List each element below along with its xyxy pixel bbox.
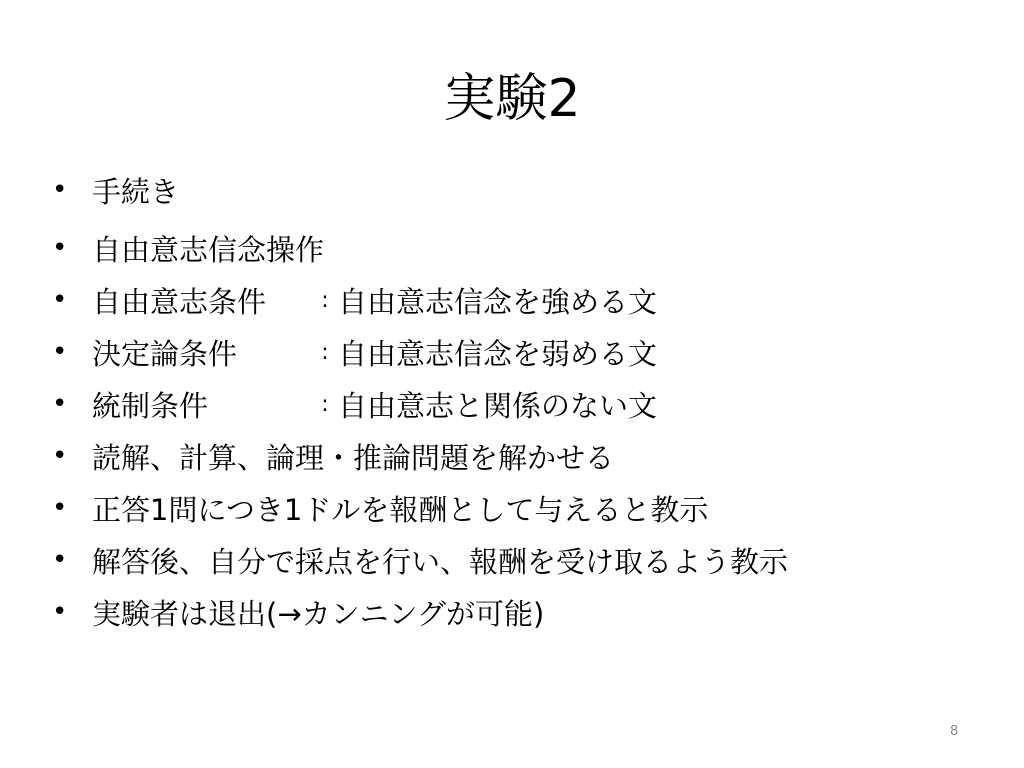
bullet-icon: • xyxy=(52,441,68,471)
bullet-icon: • xyxy=(52,597,68,627)
bullet-list xyxy=(52,164,788,638)
bullet-text: 正答1問につき1ドルを報酬として与えると教示 xyxy=(92,492,709,527)
bullet-item xyxy=(52,482,788,534)
bullet-item xyxy=(52,326,788,378)
bullet-icon: • xyxy=(52,175,68,205)
bullet-item xyxy=(52,164,788,216)
condition-description: 自由意志と関係のない文 xyxy=(338,388,658,423)
bullet-text: 手続き xyxy=(92,174,180,209)
bullet-item xyxy=(52,378,788,430)
condition-separator: : xyxy=(321,391,329,417)
bullet-icon: • xyxy=(52,389,68,419)
bullet-icon: • xyxy=(52,337,68,367)
bullet-icon: • xyxy=(52,233,68,263)
bullet-item xyxy=(52,430,788,482)
condition-label: 統制条件 xyxy=(92,388,209,423)
condition-label: 自由意志条件 xyxy=(92,284,267,319)
bullet-icon: • xyxy=(52,285,68,315)
slide-title: 実験2 xyxy=(443,69,581,129)
condition-description: 自由意志信念を強める文 xyxy=(338,284,658,319)
bullet-icon: • xyxy=(52,493,68,523)
bullet-text: 解答後、自分で採点を行い、報酬を受け取るよう教示 xyxy=(92,544,789,579)
bullet-text: 読解、計算、論理・推論問題を解かせる xyxy=(92,440,615,475)
bullet-item xyxy=(52,534,788,586)
bullet-icon: • xyxy=(52,545,68,575)
condition-separator: : xyxy=(321,339,329,365)
bullet-item xyxy=(52,274,788,326)
bullet-text: 自由意志信念操作 xyxy=(92,232,325,267)
bullet-item xyxy=(52,222,788,274)
condition-separator: : xyxy=(321,287,329,313)
condition-label: 決定論条件 xyxy=(92,336,238,371)
bullet-item xyxy=(52,586,788,638)
page-number: 8 xyxy=(950,724,959,739)
condition-description: 自由意志信念を弱める文 xyxy=(338,336,658,371)
bullet-text: 実験者は退出(→カンニングが可能) xyxy=(92,596,545,631)
